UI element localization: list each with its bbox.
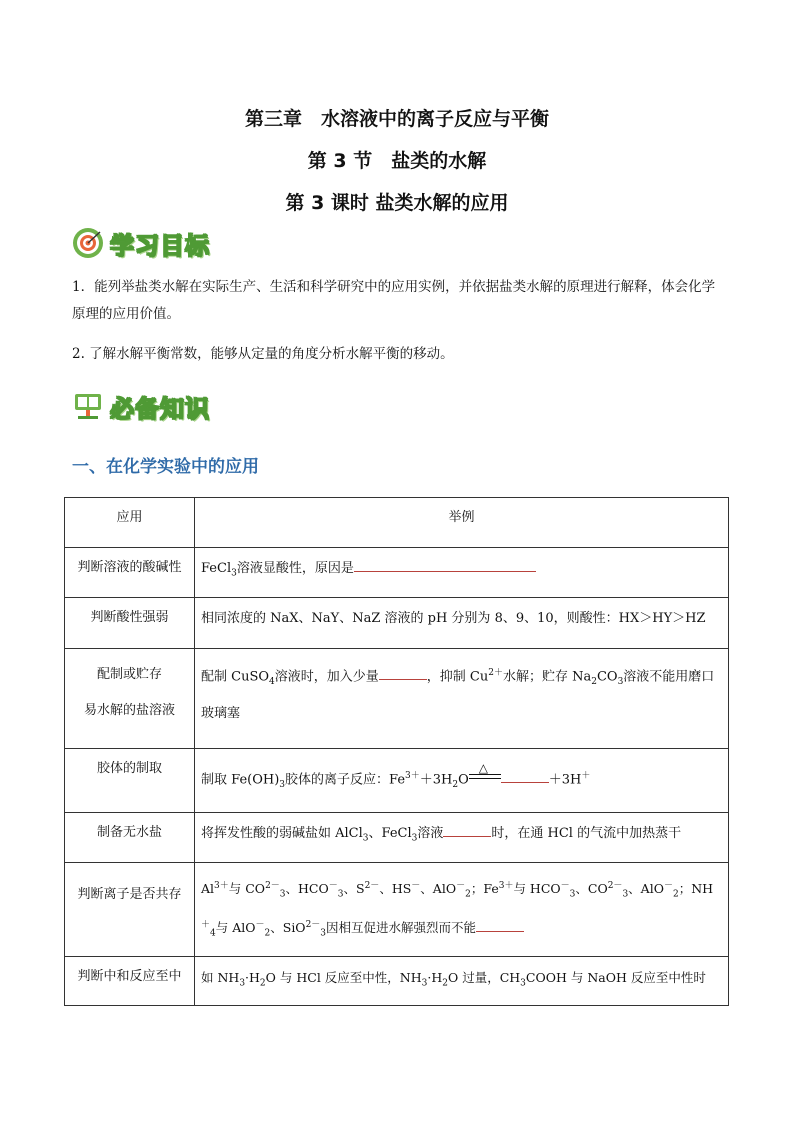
row-label: 胶体的制取 — [65, 749, 195, 813]
row-label: 判断酸性强弱 — [65, 598, 195, 649]
row-example: FeCl$_3$溶液显酸性，原因是 — [195, 548, 729, 598]
table-row — [65, 863, 729, 957]
row-label: 配制或贮存 易水解的盐溶液 — [65, 649, 195, 749]
section-title: 第 3 节 盐类的水解 — [307, 150, 487, 172]
objective-1: 1．能列举盐类水解在实际生产、生活和科学研究中的应用实例，并依据盐类水解的原理进行解释，体会化学原理的应用价值。 — [72, 279, 716, 322]
answer-blank[interactable] — [443, 822, 491, 837]
objectives-banner — [72, 226, 210, 260]
knowledge-banner — [72, 389, 210, 423]
lesson-title: 第 3 课时 盐类水解的应用 — [285, 192, 509, 214]
table-row — [65, 649, 729, 749]
book-icon — [72, 390, 104, 422]
row-label: 判断离子是否共存 — [65, 863, 195, 957]
header-application: 应用 — [65, 498, 195, 548]
table-row — [65, 813, 729, 863]
row-example: 如 $NH_3\cdot H_2O$ 与 HCl 反应至中性，$NH_3\cdot H_2O$ 过量，$CH_3COOH$ 与 NaOH 反应至中性时 — [195, 957, 729, 1006]
row-example: $Al^{3+}$与 $CO^{2-}_3$、$HCO^-_3$、$S^{2-}$、HS－、AlO－$_2$；$Fe^{3+}$与 $HCO^-_3$、$CO^{2-}_3$、AlO－$_2$；$NH^+_4$与 AlO－$_2$、SiO$^{2-}_3$因相互促进水解强烈而不能 — [195, 863, 729, 957]
table-row — [65, 957, 729, 1006]
row-example: 制取 $Fe(OH)_3$胶体的离子反应：$Fe^{3+}+3H_2O$ △ ＋3H＋ — [195, 749, 729, 813]
header-example: 举例 — [195, 498, 729, 548]
table-row — [65, 749, 729, 813]
answer-blank[interactable] — [476, 917, 524, 932]
answer-blank[interactable] — [354, 557, 536, 572]
row-label: 判断中和反应至中 — [65, 957, 195, 1006]
table-header-row — [65, 498, 729, 548]
row-label: 制备无水盐 — [65, 813, 195, 863]
target-icon — [72, 227, 104, 259]
row-example: 将挥发性酸的弱碱盐如 AlCl$_3$、FeCl$_3$溶液 时，在通 HCl 的气流中加热蒸干 — [195, 813, 729, 863]
row-example: 相同浓度的 NaX、NaY、NaZ 溶液的 pH 分别为 8、9、10，则酸性：HX＞HY＞HZ — [195, 598, 729, 649]
heat-equals-sign: △ — [469, 769, 501, 785]
row-example: 配制 CuSO$_4$溶液时，加入少量 ，抑制 $Cu^{2+}$水解；贮存 $Na_2CO_3$溶液不能用磨口玻璃塞 — [195, 649, 729, 749]
row-label: 判断溶液的酸碱性 — [65, 548, 195, 598]
section-heading: 一、在化学实验中的应用 — [72, 457, 259, 477]
table-row — [65, 548, 729, 598]
objectives-banner-label: 学习目标 — [110, 231, 210, 260]
table-row — [65, 598, 729, 649]
answer-blank[interactable] — [501, 768, 549, 783]
application-table — [64, 497, 729, 1006]
chapter-title: 第三章 水溶液中的离子反应与平衡 — [244, 108, 549, 130]
objective-2: 2. 了解水解平衡常数，能够从定量的角度分析水解平衡的移动。 — [72, 346, 454, 362]
answer-blank[interactable] — [379, 665, 427, 680]
knowledge-banner-label: 必备知识 — [110, 394, 210, 423]
